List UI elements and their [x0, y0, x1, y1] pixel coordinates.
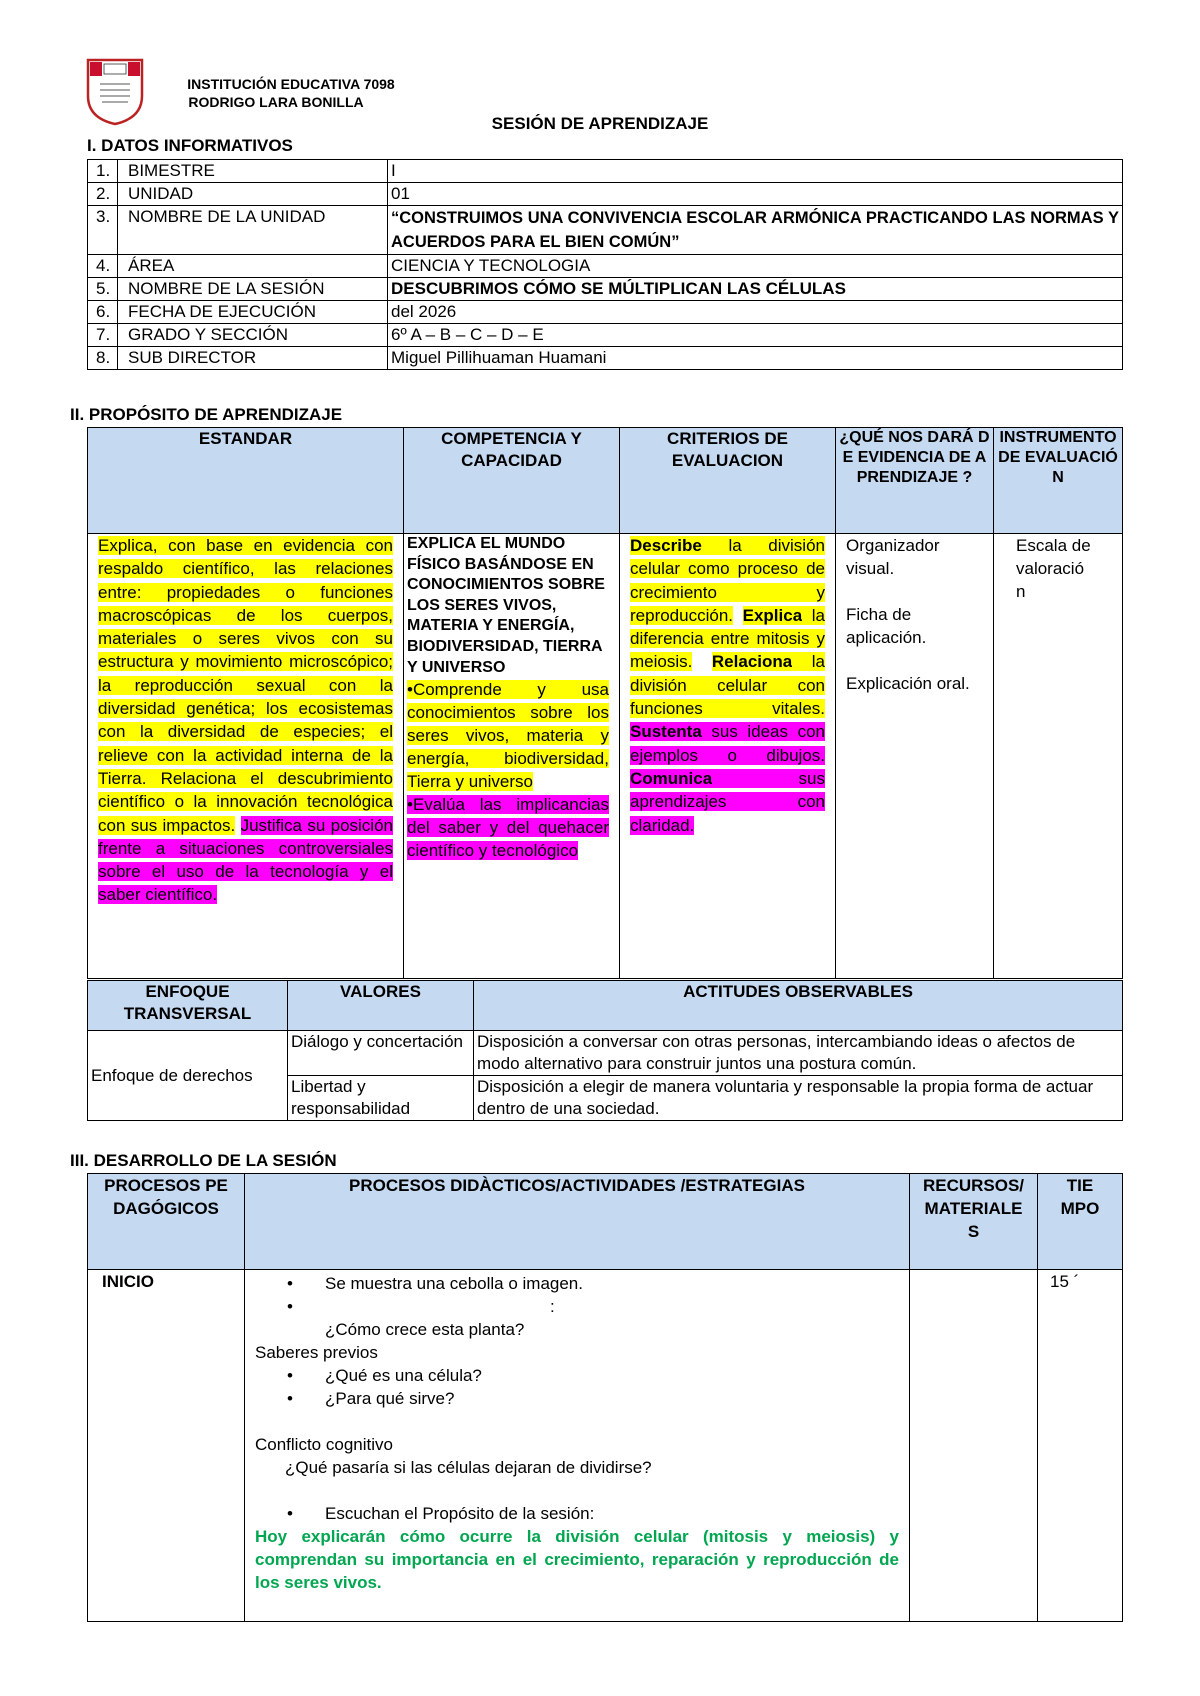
evidencia-item: Ficha de aplicación. — [846, 605, 927, 647]
instrumento-text: Escala de valoración — [1016, 536, 1091, 601]
datos-row — [88, 183, 1123, 206]
inicio-activities — [245, 1270, 910, 1622]
header-competencia: COMPETENCIA Y CAPACIDAD — [404, 428, 620, 534]
proposito-list — [255, 1502, 899, 1525]
row-value: del 2026 — [388, 301, 1123, 324]
criterio-text: sus aprendizajes con claridad. — [630, 768, 825, 835]
criterio-item — [630, 722, 825, 764]
row-number: 8. — [88, 347, 118, 370]
header-estandar: ESTANDAR — [88, 428, 404, 534]
saber-2: • ¿Para qué sirve? — [325, 1387, 899, 1410]
conflicto-label: Conflicto cognitivo — [255, 1435, 393, 1454]
competencia-cell — [404, 534, 620, 979]
criterio-verb: Relaciona — [711, 652, 793, 672]
header-valores: VALORES — [288, 981, 474, 1031]
row-number: 5. — [88, 278, 118, 301]
inicio-bullets — [255, 1272, 899, 1318]
estandar-cell — [88, 534, 404, 979]
row-value: 6º A – B – C – D – E — [388, 324, 1123, 347]
header-evidencia: ¿QUÉ NOS DARÁ DE EVIDENCIA DE APRENDIZAJE ? — [836, 428, 994, 534]
header-procesos-didacticos: PROCESOS DIDÀCTICOS/ACTIVIDADES /ESTRATEGIAS — [245, 1174, 910, 1270]
row-value: Miguel Pillihuaman Huamani — [388, 347, 1123, 370]
document-title: SESIÓN DE APRENDIZAJE — [491, 114, 709, 133]
section3-title: III. DESARROLLO DE LA SESIÓN — [70, 1151, 337, 1170]
row-label: ÁREA — [118, 255, 388, 278]
header-criterios: CRITERIOS DE EVALUACION — [620, 428, 836, 534]
conflicto-question: ¿Qué pasaría si las células dejaran de dividirse? — [285, 1458, 652, 1477]
header-instrumento: INSTRUMENTO DE EVALUACIÓN — [994, 428, 1123, 534]
section2-title: II. PROPÓSITO DE APRENDIZAJE — [70, 405, 343, 424]
institution-name — [166, 75, 416, 111]
criterio-text: sus ideas con ejemplos o dibujos. — [630, 722, 825, 765]
header-actitudes: ACTITUDES OBSERVABLES — [474, 981, 1123, 1031]
criterio-verb: Sustenta — [630, 722, 702, 742]
criterios-cell — [620, 534, 836, 979]
inicio-tiempo: 15 ´ — [1038, 1270, 1123, 1622]
enfoque-name: Enfoque de derechos — [88, 1031, 288, 1121]
row-label: NOMBRE DE LA SESIÓN — [118, 278, 388, 301]
row-value: I — [388, 160, 1123, 183]
enfoque-table — [87, 980, 1123, 1121]
row-value: DESCUBRIMOS CÓMO SE MÚLTIPLICAN LAS CÉLULAS — [388, 278, 1123, 301]
question-crece: ¿Cómo crece esta planta? — [325, 1320, 525, 1339]
row-label: NOMBRE DE LA UNIDAD — [118, 206, 388, 255]
criterio-text: la división celular con funciones vitales. — [630, 652, 825, 719]
row-label: FECHA DE EJECUCIÓN — [118, 301, 388, 324]
estandar-text: Explica, con base en evidencia con respaldo científico, las relaciones entre: propiedades o funciones macroscópicas de los cuerpos, materiales o seres vivos con su estructura y movimiento microscópico; la reproducción sexual con la diversidad genética; los ecosistemas con la diversidad de especies; el relieve con la actividad interna de la Tierra. Relaciona el descubrimiento científico o la innovación tecnológica con sus impactos. — [98, 536, 393, 835]
actitud-2: Disposición a elegir de manera voluntaria y responsable la propia forma de actuar dentro de una sociedad. — [474, 1076, 1123, 1121]
desarrollo-table — [87, 1173, 1123, 1622]
row-label: BIMESTRE — [118, 160, 388, 183]
datos-row — [88, 278, 1123, 301]
row-number: 2. — [88, 183, 118, 206]
capacidad-2: •Evalúa las implicancias del saber y del quehacer científico y tecnológico — [407, 795, 609, 861]
datos-row — [88, 206, 1123, 255]
row-number: 6. — [88, 301, 118, 324]
criterio-text: la diferencia entre mitosis y meiosis. — [630, 605, 825, 672]
header-tiempo: TIEMPO — [1038, 1174, 1123, 1270]
datos-row — [88, 160, 1123, 183]
row-number: 7. — [88, 324, 118, 347]
datos-row — [88, 324, 1123, 347]
instrumento-cell — [994, 534, 1123, 979]
actitud-1: Disposición a conversar con otras personas, intercambiando ideas o afectos de modo alternativo para construir juntos una postura común. — [474, 1031, 1123, 1076]
criterio-verb: Describe — [630, 536, 702, 555]
estandar-justifica: Justifica su posición frente a situaciones controversiales sobre el uso de la tecnología y el saber científico. — [98, 815, 393, 905]
evidencia-item: Explicación oral. — [846, 674, 970, 693]
row-number: 3. — [88, 206, 118, 255]
institution-line2: RODRIGO LARA BONILLA — [188, 94, 364, 110]
inicio-label: INICIO — [88, 1270, 245, 1622]
bullet-cebolla: • Se muestra una cebolla o imagen. — [325, 1272, 899, 1295]
proposito-bullet: • Escuchan el Propósito de la sesión: — [325, 1502, 899, 1525]
saberes-label: Saberes previos — [255, 1343, 378, 1362]
inicio-recursos — [910, 1270, 1038, 1622]
header-enfoque: ENFOQUE TRANSVERSAL — [88, 981, 288, 1031]
row-number: 4. — [88, 255, 118, 278]
valor-1: Diálogo y concertación — [288, 1031, 474, 1076]
evidencias-cell — [836, 534, 994, 979]
section1-title: I. DATOS INFORMATIVOS — [87, 136, 293, 155]
criterio-text: la división celular como proceso de crecimiento y reproducción. — [630, 536, 825, 625]
header-procesos-pedagogicos: PROCESOS PEDAGÓGICOS — [88, 1174, 245, 1270]
shield-icon — [86, 58, 144, 126]
row-number: 1. — [88, 160, 118, 183]
capacidad-1: •Comprende y usa conocimientos sobre los seres vivos, materia y energía, biodiversidad, Tierra y universo — [407, 680, 609, 792]
row-value: 01 — [388, 183, 1123, 206]
criterio-verb: Explica — [742, 605, 803, 625]
bullet-pregunta: • : — [325, 1295, 899, 1318]
saberes-list — [255, 1364, 899, 1410]
evidencia-item: Organizador visual. — [846, 536, 940, 578]
row-value: “CONSTRUIMOS UNA CONVIVENCIA ESCOLAR ARMÓNICA PRACTICANDO LAS NORMAS Y ACUERDOS PARA EL BIEN COMÚN” — [388, 206, 1123, 255]
criterio-item — [630, 769, 825, 835]
proposito-table — [87, 427, 1123, 979]
institution-line1: INSTITUCIÓN EDUCATIVA 7098 — [187, 76, 395, 92]
row-label: GRADO Y SECCIÓN — [118, 324, 388, 347]
criterio-verb: Comunica — [630, 768, 713, 788]
competencia-text: EXPLICA EL MUNDO FÍSICO BASÁNDOSE EN CONOCIMIENTOS SOBRE LOS SERES VIVOS, MATERIA Y ENERGÍA, BIODIVERSIDAD, TIERRA Y UNIVERSO — [407, 535, 605, 676]
row-label: SUB DIRECTOR — [118, 347, 388, 370]
proposito-text: Hoy explicarán cómo ocurre la división celular (mitosis y meiosis) y comprendan su importancia en el crecimiento, reparación y reproducción de los seres vivos. — [255, 1527, 899, 1592]
datos-row — [88, 255, 1123, 278]
datos-row — [88, 347, 1123, 370]
datos-row — [88, 301, 1123, 324]
valor-2: Libertad y responsabilidad — [288, 1076, 474, 1121]
header-recursos: RECURSOS/ MATERIALES — [910, 1174, 1038, 1270]
saber-1: • ¿Qué es una célula? — [325, 1364, 899, 1387]
row-value: CIENCIA Y TECNOLOGIA — [388, 255, 1123, 278]
school-logo — [86, 58, 144, 126]
row-label: UNIDAD — [118, 183, 388, 206]
datos-informativos-table — [87, 159, 1123, 370]
